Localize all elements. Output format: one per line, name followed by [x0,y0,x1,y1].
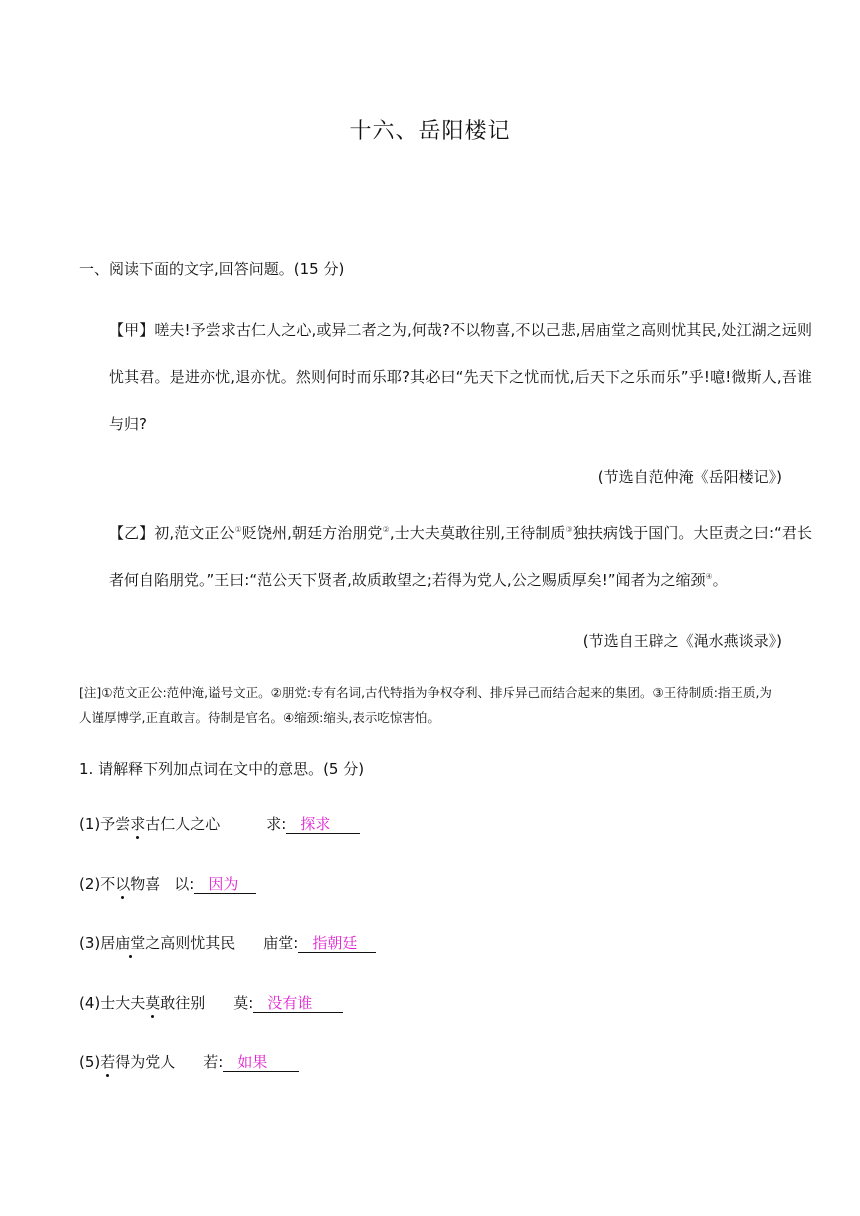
question-item [79,932,376,953]
item-text-post: 物喜 [130,875,161,893]
answer-blank[interactable]: 探求 [286,815,360,834]
item-text-post: 得为党人 [115,1053,176,1071]
passage-jia-label: 【甲】 [109,321,155,339]
passage-yi-label: 【乙】 [109,524,155,542]
answer-blank[interactable]: 因为 [194,875,256,894]
footnote-mark-4: ④ [705,572,713,581]
passage-yi-source: (节选自王辟之《渑水燕谈录》) [582,632,782,650]
dotted-word: 以 [115,875,131,893]
passage-yi-seg3: ,士大夫莫敢往别,王待制质 [389,524,566,542]
passage-jia-source: (节选自范仲淹《岳阳楼记》) [597,468,782,486]
answer-blank[interactable]: 指朝廷 [298,934,376,953]
item-text-post: 敢往别 [160,994,206,1012]
section-heading: 一、阅读下面的文字,回答问题。(15 分) [79,260,345,278]
item-key: 庙堂: [263,934,299,952]
question-heading: 1. 请解释下列加点词在文中的意思。(5 分) [79,760,365,778]
passage-jia-text: 嗟夫!予尝求古仁人之心,或异二者之为,何哉?不以物喜,不以己悲,居庙堂之高则忧其民,处江湖之远则忧其君。是进亦忧,退亦忧。然则何时而乐耶?其必曰“先天下之忧而忧,后天下之乐而乐”乎!噫!微斯人,吾谁与归? [109,321,812,433]
footnotes: [注]①范文正公:范仲淹,谥号文正。②朋党:专有名词,古代特指为争权夺利、排斥异己而结合起来的集团。③王待制质:指王质,为人谨厚博学,正直敢言。待制是官名。④缩颈:缩头,表示吃惊害怕。 [79,685,772,725]
dotted-word: 若 [100,1053,116,1071]
passage-yi-seg4: 独扶病饯于国门。大臣责之曰:“君长者何自陷朋党。”王曰:“范公天下贤者,故质敢望之;若得为党人,公之赐质厚矣!”闻者为之缩颈 [109,524,812,589]
passage-jia [79,307,812,448]
question-item [79,813,360,834]
item-key: 莫: [233,994,254,1012]
item-key: 若: [203,1053,224,1071]
item-key: 以: [174,875,195,893]
item-text-pre: 不 [100,875,116,893]
dotted-word: 庙堂 [115,934,146,952]
question-item [79,992,343,1013]
item-number: (3) [79,934,101,952]
answer-blank[interactable]: 没有谁 [253,994,343,1013]
answer-blank[interactable]: 如果 [223,1053,299,1072]
question-item [79,1051,299,1072]
item-number: (1) [79,815,101,833]
item-key: 求: [266,815,287,833]
page-title: 十六、岳阳楼记 [349,119,511,144]
item-number: (5) [79,1053,101,1071]
item-number: (4) [79,994,101,1012]
item-text-post: 古仁人之心 [145,815,221,833]
footnote-mark-2: ② [382,525,390,534]
item-text-pre: 士大夫 [100,994,146,1012]
item-text-pre: 予尝 [100,815,131,833]
passage-yi [79,510,812,604]
passage-yi-seg5: 。 [712,571,728,589]
item-number: (2) [79,875,101,893]
dotted-word: 莫 [145,994,161,1012]
item-text-post: 之高则忧其民 [145,934,236,952]
item-text-pre: 居 [100,934,116,952]
question-item [79,873,256,894]
dotted-word: 求 [130,815,146,833]
footnote-mark-3: ③ [565,525,573,534]
passage-yi-seg1: 初,范文正公 [154,524,235,542]
passage-yi-seg2: 贬饶州,朝廷方治朋党 [241,524,383,542]
footnote-mark-1: ① [234,525,242,534]
